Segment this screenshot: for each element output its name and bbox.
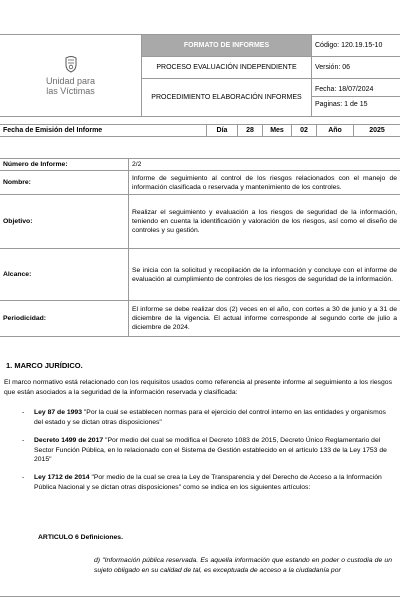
month-label: Mes	[263, 125, 292, 137]
law-description: "Por medio de la cual se crea la Ley de Transparencia y del Derecho de Acceso a la Información Pública Nacional y se dictan otras disposiciones" como se indica en los siguientes artículos:	[34, 474, 382, 492]
law-name: Ley 1712 de 2014	[34, 474, 90, 482]
law-name: Decreto 1499 de 2017	[34, 436, 104, 444]
document-date: Fecha: 18/07/2024	[312, 83, 400, 97]
law-item: - Decreto 1499 de 2017 "Por medio del cual se modifica el Decreto 1083 de 2015, Decreto Único Reglamentario del Sector Función Pública, en lo relacionado con el Sistema de Gestión establecido en el artículo 133 de la Ley 1753 de 2015"	[22, 436, 387, 464]
day-value: 28	[238, 125, 263, 137]
month-value: 02	[292, 125, 317, 137]
report-name-label: Nombre:	[0, 171, 129, 195]
report-name-value: Informe de seguimiento al control de los riesgos relacionados con el manejo de información clasificada o reservada y mantenimiento de los controles.	[129, 171, 400, 195]
report-number-label: Número de Informe:	[0, 159, 129, 171]
logo-text-line2: las Víctimas	[46, 86, 95, 96]
scope-label: Alcance:	[0, 249, 129, 301]
procedure-name: PROCEDIMIENTO ELABORACIÓN INFORMES	[142, 79, 312, 117]
emission-date-row	[0, 124, 400, 137]
logo-cell	[0, 35, 142, 117]
section-title-legal-framework: 1. MARCO JURÍDICO.	[6, 361, 83, 370]
logo-text-line1: Unidad para	[45, 76, 96, 86]
law-description: "Por medio del cual se modifica el Decreto 1083 de 2015, Decreto Único Reglamentario del Sector Función Pública, en lo relacionado con el Sistema de Gestión establecido en el artículo 133 de la Ley 1753 de 2015"	[34, 436, 387, 464]
law-item: - Ley 1712 de 2014 "Por medio de la cual se crea la Ley de Transparencia y del Derecho de Acceso a la Información Pública Nacional y se dictan otras disposiciones" como se indica en los siguientes artículos:	[22, 474, 382, 492]
process-name: PROCESO EVALUACIÓN INDEPENDIENTE	[142, 57, 312, 79]
law-list	[4, 408, 392, 501]
emission-label: Fecha de Emisión del Informe	[0, 125, 207, 137]
law-item: - Ley 87 de 1993 "Por la cual se establecen normas para el ejercicio del control interno en las entidades y organismos del estado y se dictan otras disposiciones"	[22, 409, 386, 426]
section-intro-paragraph: El marco normativo está relacionado con los requisitos usados como referencia al presente informe al seguimiento a los riesgos que están asociados a la seguridad de la información reservada y clasificada:	[4, 379, 392, 396]
objective-label: Objetivo:	[0, 195, 129, 249]
scope-value: Se inicia con la solicitud y recopilación de la información y concluye con el informe de evaluación al cumplimiento de controles de los riesgos de seguridad de la información.	[129, 249, 400, 301]
document-version: Versión: 06	[312, 57, 400, 79]
report-number-value: 2/2	[129, 159, 400, 171]
date-pages-cell	[312, 79, 400, 117]
coat-of-arms-icon	[63, 55, 79, 73]
format-title: FORMATO DE INFORMES	[142, 35, 312, 57]
page-count: Paginas: 1 de 15	[315, 101, 368, 108]
periodicity-label: Periodicidad:	[0, 301, 129, 337]
year-label: Año	[317, 125, 354, 137]
law-description: "Por la cual se establecen normas para el ejercicio del control interno en las entidades y organismos del estado y se dictan otras disposiciones"	[34, 409, 386, 426]
document-header	[0, 34, 400, 117]
year-value: 2025	[354, 125, 400, 137]
definition-paragraph: d) "Información pública reservada. Es aquella información que estando en poder o custodia de un sujeto obligado en su calidad de tal, es exceptuada de acceso a la ciudadanía por	[94, 557, 392, 574]
law-name: Ley 87 de 1993	[34, 409, 82, 416]
day-label: Día	[207, 125, 238, 137]
periodicity-value: El informe se debe realizar dos (2) veces en el año, con cortes a 30 de junio y a 31 de diciembre de la vigencia. El actual informe corresponde al segundo corte de julio a diciembre de 2024.	[129, 301, 400, 337]
document-code: Código: 120.19.15-10	[312, 35, 400, 57]
objective-value: Realizar el seguimiento y evaluación a los riesgos de seguridad de la información, teniendo en cuenta la identificación y valoración de los riesgos, así como el diseño de controles y su gestión.	[129, 195, 400, 249]
page-bottom-divider	[0, 596, 400, 597]
article-heading: ARTICULO 6 Definiciones.	[38, 534, 123, 541]
report-info-table	[0, 158, 400, 337]
